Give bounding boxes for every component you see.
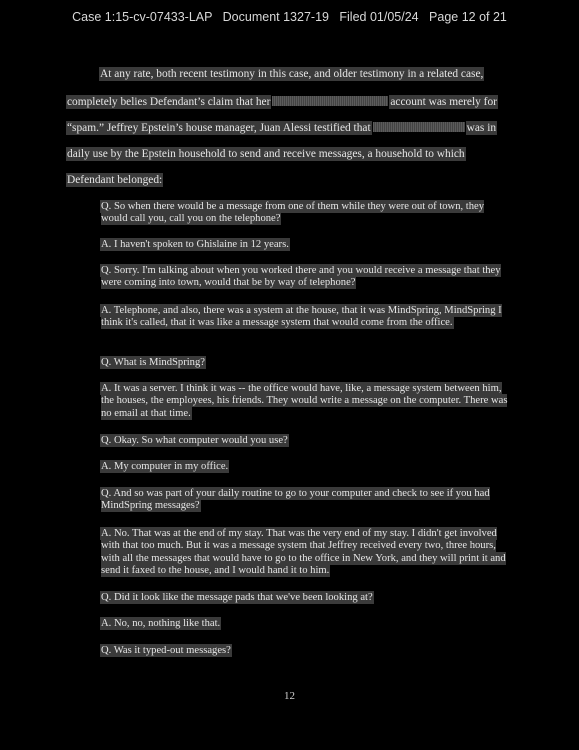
case-header: Case 1:15-cv-07433-LAP Document 1327-19 Filed 01/05/24 Page 12 of 21 <box>72 10 507 24</box>
testimony-line: A. I haven't spoken to Ghislaine in 12 years. <box>101 239 289 250</box>
testimony-line: Q. So when there would be a message from one of them while they were out of town, they would call you, call you on the telephone? <box>101 201 485 225</box>
testimony-line: A. No. That was at the end of my stay. That was the very end of my stay. I didn't get involved with that too much. But it was a message system that Jeffrey received every two, three hours, with all the messages that would have to go to the office in New York, and they will print it and send it faxed to the house, and I would hand it to him. <box>101 528 506 577</box>
paragraph-line-5 <box>67 174 513 187</box>
paragraph-text: completely belies Defendant’s claim that her <box>67 96 271 108</box>
paragraph-text: account was merely for <box>390 96 497 108</box>
testimony-line: A. No, no, nothing like that. <box>101 618 221 629</box>
testimony-line: Q. Was it typed-out messages? <box>101 645 231 656</box>
testimony-line: A. It was a server. I think it was -- the office would have, like, a message system between him, the houses, the employees, his friends. They would write a message on the computer. There was no email at that time. <box>101 383 508 419</box>
page-number: 12 <box>284 690 295 702</box>
testimony-line: Q. What is MindSpring? <box>101 357 205 368</box>
paragraph-line-1 <box>100 68 546 81</box>
paragraph-text: Defendant belonged: <box>67 174 163 186</box>
testimony-line: Q. Did it look like the message pads that we've been looking at? <box>101 592 373 603</box>
testimony-line: Q. Sorry. I'm talking about when you worked there and you would receive a message that they were coming into town, would that be by way of telephone? <box>101 265 501 289</box>
paragraph-line-2 <box>67 96 513 109</box>
paragraph-text: At any rate, both recent testimony in this case, and older testimony in a related case, <box>100 68 484 80</box>
paragraph-text: was in <box>466 122 497 134</box>
paragraph-text: “spam.” Jeffrey Epstein’s house manager, Juan Alessi testified that <box>67 122 371 134</box>
paragraph-line-3 <box>67 122 513 135</box>
testimony-line: Q. Okay. So what computer would you use? <box>101 435 288 446</box>
redaction-block <box>272 96 388 106</box>
paragraph-text: daily use by the Epstein household to send and receive messages, a household to which <box>67 148 465 160</box>
paragraph-line-4 <box>67 148 513 161</box>
testimony-line: Q. And so was part of your daily routine to go to your computer and check to see if you had MindSpring messages? <box>101 488 490 512</box>
testimony-line: A. Telephone, and also, there was a system at the house, that it was MindSpring, MindSpring I think it's called, that it was like a message system that would come from the office. <box>101 305 502 329</box>
testimony-line: A. My computer in my office. <box>101 461 229 472</box>
redaction-block <box>373 122 465 132</box>
